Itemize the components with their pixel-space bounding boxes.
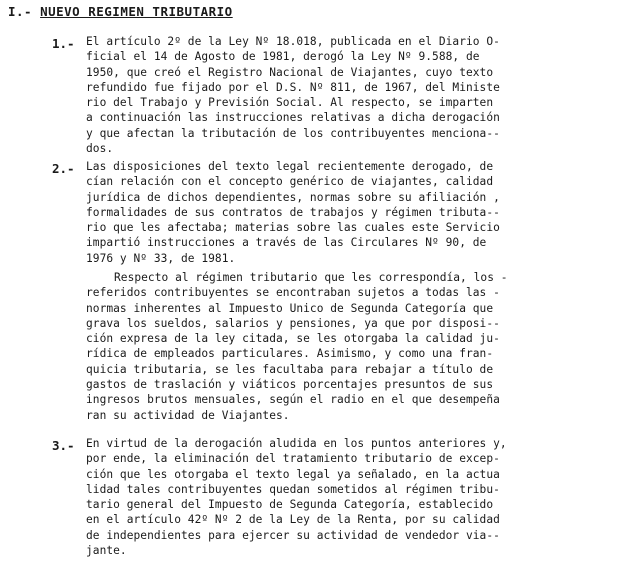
text-line: por ende, la eliminación del tratamiento tributario de excep- — [86, 452, 500, 466]
item-3-paragraph — [86, 436, 606, 558]
text-line: quicia tributaria, se les facultaba para rebajar a título de — [86, 362, 494, 376]
text-line: rídica de empleados particulares. Asimismo, y como una fran- — [86, 347, 494, 361]
item-2-paragraph-2 — [86, 270, 606, 423]
text-line: Las disposiciones del texto legal recientemente derogado, de — [86, 160, 494, 173]
text-line: en el artículo 42º Nº 2 de la Ley de la Renta, por su calidad — [86, 513, 500, 527]
text-line: rio del Trabajo y Previsión Social. Al respecto, se imparten — [86, 96, 494, 110]
item-number-2: 2.- — [52, 161, 75, 176]
item-1-paragraph — [86, 34, 606, 156]
text-line: gastos de traslación y viáticos porcentajes presuntos de sus — [86, 378, 494, 392]
text-line: de independientes para ejercer su actividad de vendedor via-- — [86, 528, 500, 542]
text-line: rio que les afectaba; materias sobre las cuales este Servicio — [86, 221, 500, 235]
text-line: impartió instrucciones a través de las Circulares Nº 90, de — [86, 236, 487, 250]
text-line: jante. — [86, 544, 127, 558]
section-roman-numeral: I.- — [8, 4, 33, 19]
text-line: refundido fue fijado por el D.S. Nº 811, de 1967, del Ministe — [86, 80, 500, 94]
text-line: Respecto al régimen tributario que les correspondía, los - — [114, 271, 508, 284]
item-number-1: 1.- — [52, 36, 75, 51]
text-line: ficial el 14 de Agosto de 1981, derogó la Ley Nº 9.588, de — [86, 50, 480, 64]
text-line: normas inherentes al Impuesto Unico de Segunda Categoría que — [86, 301, 494, 315]
text-line: En virtud de la derogación aludida en los puntos anteriores y, — [86, 437, 507, 450]
text-line: ción expresa de la ley citada, se les otorgaba la calidad ju- — [86, 332, 500, 346]
text-line: y que afectan la tributación de los contribuyentes menciona-- — [86, 126, 500, 140]
text-line: 1950, que creó el Registro Nacional de Viajantes, cuyo texto — [86, 65, 494, 79]
text-line: dos. — [86, 142, 114, 156]
text-line: El artículo 2º de la Ley Nº 18.018, publicada en el Diario O- — [86, 35, 500, 48]
section-heading — [8, 4, 233, 19]
item-2-paragraph — [86, 159, 606, 266]
text-line: 1976 y Nº 33, de 1981. — [86, 251, 236, 265]
text-line: referidos contribuyentes se encontraban sujetos a todas las - — [86, 286, 500, 300]
text-line: a continuación las instrucciones relativas a dicha derogación — [86, 111, 500, 125]
text-line: jurídica de dichos dependientes, normas sobre su afiliación , — [86, 190, 500, 204]
text-line: cían relación con el concepto genérico de viajantes, calidad — [86, 175, 494, 189]
text-line: lidad tales contribuyentes quedan sometidos al régimen tribu- — [86, 482, 500, 496]
text-line: ran su actividad de Viajantes. — [86, 408, 290, 422]
text-line: tario general del Impuesto de Segunda Categoría, establecido — [86, 498, 494, 512]
text-line: ingresos brutos mensuales, según el radio en el que desempeña — [86, 393, 500, 407]
text-line: formalidades de sus contratos de trabajos y régimen tributa-- — [86, 205, 500, 219]
section-title: NUEVO REGIMEN TRIBUTARIO — [40, 4, 233, 19]
text-line: grava los sueldos, salarios y pensiones, ya que por disposi-- — [86, 316, 500, 330]
text-line: ción que les otorgaba el texto legal ya señalado, en la actua — [86, 467, 500, 481]
item-number-3: 3.- — [52, 438, 75, 453]
